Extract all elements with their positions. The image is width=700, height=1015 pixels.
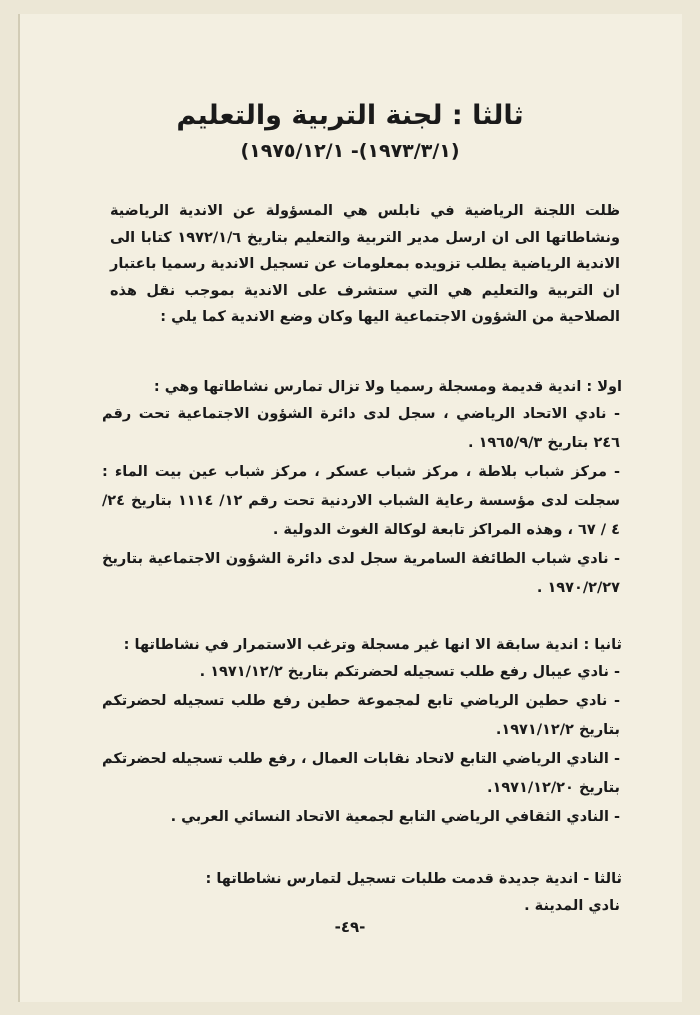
list-item: - نادي عيبال رفع طلب تسجيله لحضرتكم بتاريخ ١٩٧١/١٢/٢ . bbox=[199, 664, 620, 680]
page-number: -٤٩- bbox=[334, 918, 366, 936]
list-item: - نادي الاتحاد الرياضي ، سجل لدى دائرة الشؤون الاجتماعية تحت رقم ٢٤٦ بتاريخ ١٩٦٥/٩/٣ . bbox=[102, 406, 620, 451]
list-item: - نادي شباب الطائفة السامرية سجل لدى دائرة الشؤون الاجتماعية بتاريخ ١٩٧٠/٢/٢٧ . bbox=[102, 551, 620, 596]
section-heading: ثانيا : اندية سابقة الا انها غير مسجلة وترغب الاستمرار في نشاطاتها : bbox=[123, 637, 622, 653]
clubs-list bbox=[102, 400, 622, 603]
section-heading: ثالثا - اندية جديدة قدمت طلبات تسجيل لتمارس نشاطاتها : bbox=[205, 871, 622, 887]
list-item: - النادي الرياضي التابع لاتحاد نقابات العمال ، رفع طلب تسجيله لحضرتكم بتاريخ ١٩٧١/١٢/٢٠. bbox=[102, 751, 620, 796]
list-item: - النادي الثقافي الرياضي التابع لجمعية الاتحاد النسائي العربي . bbox=[170, 809, 620, 825]
list-item: - مركز شباب بلاطة ، مركز شباب عسكر ، مركز شباب عين بيت الماء : سجلت لدى مؤسسة رعاية الشباب الاردنية تحت رقم ١٢/ ١١١٤ بتاريخ ٢٤/ ٤ / ٦٧ ، وهذه المراكز تابعة لوكالة الغوث الدولية . bbox=[102, 464, 620, 538]
list-item: - نادي حطين الرياضي تابع لمجموعة حطين رفع طلب تسجيله لحضرتكم بتاريخ ١٩٧١/١٢/٢. bbox=[102, 693, 620, 738]
intro-paragraph: ظلت اللجنة الرياضية في نابلس هي المسؤولة عن الاندية الرياضية ونشاطاتها الى ان ارسل مدير التربية والتعليم بتاريخ ١٩٧٢/١/٦ كتابا الى الاندية الرياضية يطلب تزويده بمعلومات عن تسجيل الاندية رسميا باعتبار ان التربية والتعليم هي التي ستشرف على الاندية بموجب نقل هذه الصلاحية من الشؤون الاجتماعية اليها وكان وضع الاندية كما يلي : bbox=[110, 203, 620, 325]
section-heading: اولا : اندية قديمة ومسجلة رسميا ولا تزال تمارس نشاطاتها وهي : bbox=[153, 379, 622, 395]
list-item: نادي المدينة . bbox=[524, 898, 620, 914]
clubs-list bbox=[102, 892, 622, 921]
clubs-list bbox=[102, 658, 622, 832]
section-second bbox=[102, 632, 622, 832]
section-third bbox=[102, 866, 622, 921]
section-first bbox=[102, 374, 622, 603]
page-subtitle: (١٩٧٣/٣/١)- ١٩٧٥/١٢/١) bbox=[240, 140, 460, 162]
page-title: ثالثا : لجنة التربية والتعليم bbox=[176, 100, 524, 131]
